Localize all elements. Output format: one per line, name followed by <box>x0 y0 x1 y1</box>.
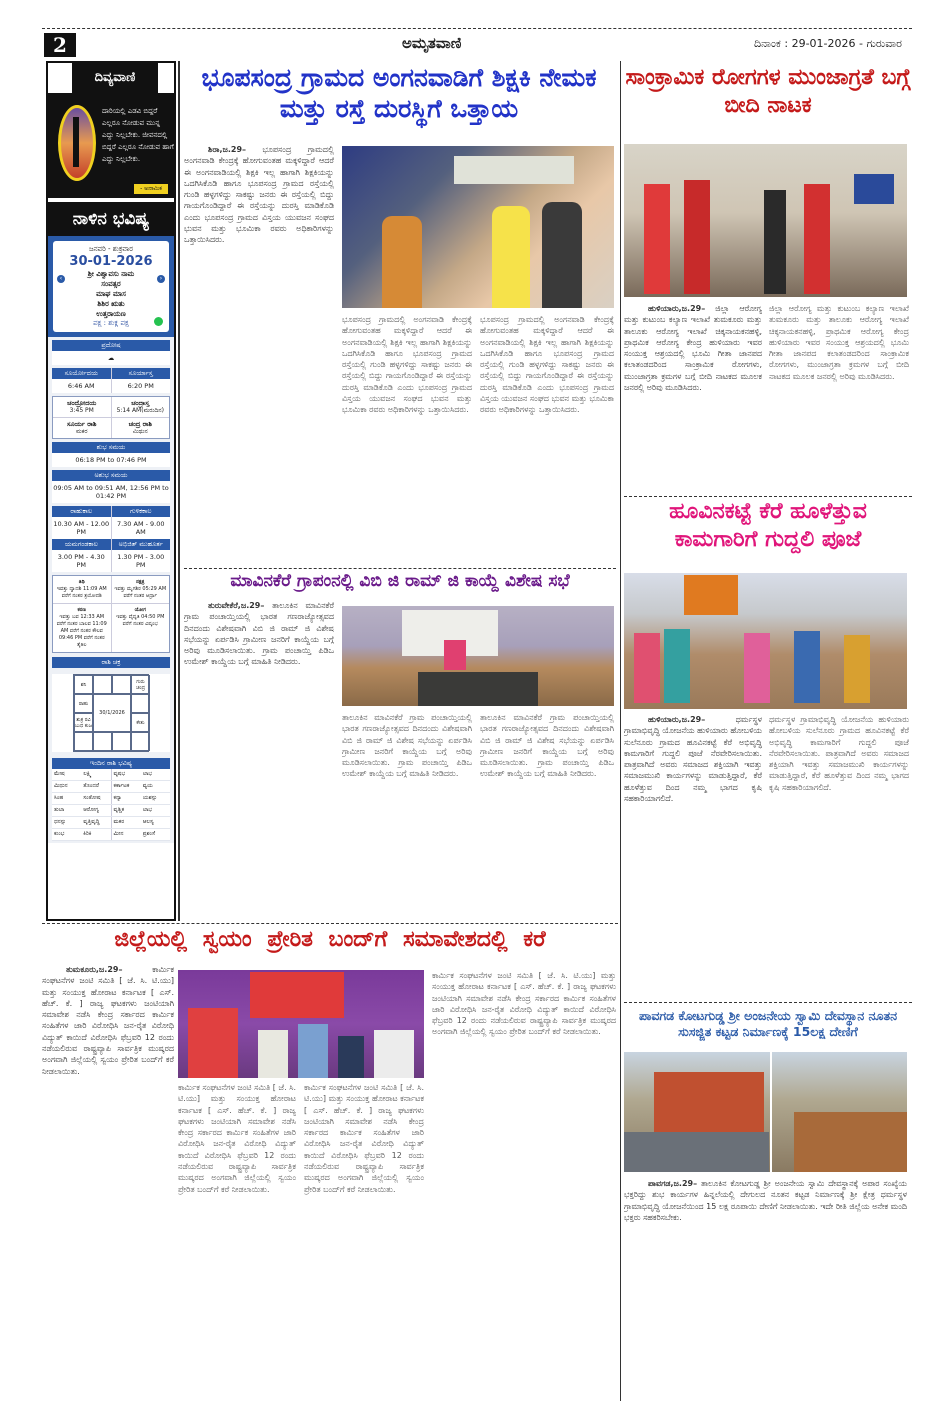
ashubha-samaya-value: 09:05 AM to 09:51 AM, 12:56 PM to 01:42 PM <box>52 481 170 503</box>
rashi-row: ಸಿಂಹ ಸಂತೋಷ ಕನ್ಯಾ ಯಶಸ್ಸು <box>52 793 170 805</box>
dateline: ತುಮಕೂರು,ಜ.29– <box>66 965 123 974</box>
article-body-temple: ಪಾವಗಡ,ಜ.29– ತಾಲೂಕಿನ ಕೋಟಗುಡ್ಡ ಶ್ರೀ ಅಂಜನೇಯ ಸ್ವಾಮಿ ದೇವಸ್ಥಾನಕ್ಕೆ ಅಪಾರ ಸಂಖ್ಯೆಯ ಭಕ್ತರಿದ್ದು ಶುಭ ಕಾರ್ಯಗಳ ಹಿನ್ನಲೆಯಲ್ಲಿ ದೇಗುಲದ ನೂತನ ಕಟ್ಟಡ ನಿರ್ಮಾಣಕ್ಕೆ ಶ್ರೀ ಕ್ಷೇತ್ರ ಧರ್ಮಸ್ಥಳ ಗ್ರಾಮಾಭಿವೃದ್ಧಿ ಯೋಜನೆಯಿಂದ 15 ಲಕ್ಷ ರೂಪಾಯಿ ದೇಣಿಗೆ ನೀಡಲಾಯಿತು. ಇದೇ ರೀತಿ ಜಿಲ್ಲೆಯ ಅನೇಕ ಮಂದಿ ಭಕ್ತರು ಸಹಕರಿಸಬೇಕು. <box>624 1179 907 1222</box>
panchayat-meeting-photo <box>342 606 614 706</box>
article-body-anganwadi-col2: ಭೂಪಸಂದ್ರ ಗ್ರಾಮದಲ್ಲಿ ಅಂಗನವಾಡಿ ಕೇಂದ್ರಕ್ಕೆ ಹೋಗುವಂತಹ ಮಕ್ಕಳಿದ್ದಾರೆ ಆದರೆ ಈ ಅಂಗನವಾಡಿಯಲ್ಲಿ ಶಿಕ್ಷಕಿ ಇಲ್ಲ ಹಾಗಾಗಿ ಶಿಕ್ಷಕಿಯನ್ನು ಒದಗಿಸಿಕೊಡಿ ಹಾಗೂ ಭೂಪಸಂದ್ರ ಗ್ರಾಮದ ರಸ್ತೆಯಲ್ಲಿ ಗುಂಡಿ ಹಳ್ಳಗಳಿದ್ದು ಸಾಕಷ್ಟು ಜನರು ಈ ರಸ್ತೆಯಲ್ಲಿ ಬಿದ್ದು ಗಾಯಗೊಂಡಿದ್ದಾರೆ ಈ ರಸ್ತೆಯನ್ನು ದುರಸ್ತಿ ಮಾಡಿಕೊಡಿ ಎಂದು ಭೂಪಸಂದ್ರ ಗ್ರಾಮದ ವಿಸ್ತಯ ಯುವಜನ ಸಂಘದ ಭುವನ ಮತ್ತು ಭೂಮಿಕಾ ರವರು ಅಧಿಕಾರಿಗಳನ್ನು ಒತ್ತಾಯಿಸಿದರು. <box>342 315 472 415</box>
temple-construction-photo <box>624 1052 907 1172</box>
almanac-panel <box>48 337 174 843</box>
shubha-samaya-value: 06:18 PM to 07:46 PM <box>52 453 170 467</box>
rashi-center-date: 30/1/2026 <box>93 694 131 732</box>
calendar-line: ಸಂವತ್ಸರ <box>101 280 121 288</box>
calendar-line: ಮಾಘ ಮಾಸ <box>96 290 126 298</box>
horoscope-title: ನಾಳಿನ ಭವಿಷ್ಯ <box>48 202 174 236</box>
rashi-chakra-label: ರಾಶಿ ಚಕ್ರ <box>52 657 170 668</box>
gulika-value: 7.30 AM - 9.00 AM <box>111 517 171 539</box>
yoga: ಯೋಗ ಇವತ್ತು ವೈಧೃತಿ 04:50 PM ವರೆಗೆ ನಂತರ ವಿಷ್ಕಂಭ <box>111 604 170 652</box>
daily-rashi-table <box>52 769 170 841</box>
calendar-date: 30-01-2026 <box>69 254 153 269</box>
yamaganda-label: ಯಮಗಂಡಕಾಲ <box>52 539 111 550</box>
rashi-row: ಮಿಥುನ ತೊಂದರೆ ಕರ್ಕಾಟಕ ವ್ಯಯ <box>52 781 170 793</box>
chevron-left-icon[interactable]: ‹ <box>57 275 65 283</box>
rashi-cell <box>74 732 93 751</box>
weather-icon: ☁ <box>52 351 170 365</box>
article-body-anganwadi-col3: ಭೂಪಸಂದ್ರ ಗ್ರಾಮದಲ್ಲಿ ಅಂಗನವಾಡಿ ಕೇಂದ್ರಕ್ಕೆ ಹೋಗುವಂತಹ ಮಕ್ಕಳಿದ್ದಾರೆ ಆದರೆ ಈ ಅಂಗನವಾಡಿಯಲ್ಲಿ ಶಿಕ್ಷಕಿ ಇಲ್ಲ ಹಾಗಾಗಿ ಶಿಕ್ಷಕಿಯನ್ನು ಒದಗಿಸಿಕೊಡಿ ಹಾಗೂ ಭೂಪಸಂದ್ರ ಗ್ರಾಮದ ರಸ್ತೆಯಲ್ಲಿ ಗುಂಡಿ ಹಳ್ಳಗಳಿದ್ದು ಸಾಕಷ್ಟು ಜನರು ಈ ರಸ್ತೆಯಲ್ಲಿ ಬಿದ್ದು ಗಾಯಗೊಂಡಿದ್ದಾರೆ ಈ ರಸ್ತೆಯನ್ನು ದುರಸ್ತಿ ಮಾಡಿಕೊಡಿ ಎಂದು ಭೂಪಸಂದ್ರ ಗ್ರಾಮದ ವಿಸ್ತಯ ಯುವಜನ ಸಂಘದ ಭುವನ ಮತ್ತು ಭೂಮಿಕಾ ರವರು ಅಧಿಕಾರಿಗಳನ್ನು ಒತ್ತಾಯಿಸಿದರು. <box>480 315 614 415</box>
rashi-cell: ರಾಹು <box>74 694 93 713</box>
calendar-line: ಉತ್ತರಾಯಣ <box>96 310 126 318</box>
rahukala-value: 10.30 AM - 12.00 PM <box>52 517 111 539</box>
ashubha-samaya-label: ಅಶುಭ ಸಮಯ <box>52 470 170 481</box>
rashi-cell: ಕೇತು <box>131 713 150 732</box>
moonset: ಚಂದ್ರಾಸ್ತ 5:14 AM(ಮರುದಿನ) <box>111 397 170 417</box>
chevron-right-icon[interactable]: › <box>157 275 165 283</box>
shubha-samaya-label: ಶುಭ ಸಮಯ <box>52 442 170 453</box>
rashi-chakra <box>73 674 149 752</box>
article-body-health-drama-col2: ಜಿಲ್ಲಾ ಆರೋಗ್ಯ ಮತ್ತು ಕುಟುಂಬ ಕಲ್ಯಾಣ ಇಲಾಖೆ ತುಮಕೂರು ಮತ್ತು ತಾಲೂಕು ಆರೋಗ್ಯ ಇಲಾಖೆ ಚಿಕ್ಕನಾಯಕನಹಳ್ಳಿ, ಪ್ರಾಥಮಿಕ ಆರೋಗ್ಯ ಕೇಂದ್ರ ಹುಳಿಯಾರು ಇವರ ಸಂಯುಕ್ತ ಆಶ್ರಯದಲ್ಲಿ ಭೂಮಿ ಗೀತಾ ಜಾನಪದ ಕಲಾತಂಡದರಿಂದ ಸಾಂಕ್ರಾಮಿಕ ರೋಗಗಳು, ಮುಂಜಾಗ್ರತಾ ಕ್ರಮಗಳ ಬಗ್ಗೆ ಬೀದಿ ನಾಟಕದ ಮೂಲಕ ಜನರಲ್ಲಿ ಅರಿವು ಮೂಡಿಸಿದರು. <box>769 304 909 381</box>
panchanga-grid <box>52 575 170 653</box>
rashi-cell <box>93 675 112 694</box>
yamaganda-value: 3.00 PM - 4.30 PM <box>52 550 111 572</box>
rashi-row: ಕುಂಭ ಕಿರಿಕಿ ಮೀನ ಪ್ರಶಂಸೆ <box>52 829 170 841</box>
rashi-cell: ಗುರು ಚಂದ್ರ <box>131 675 150 694</box>
headline-health-drama: ಸಾಂಕ್ರಾಮಿಕ ರೋಗಗಳ ಮುಂಜಾಗ್ರತೆ ಬಗ್ಗೆ ಬೀದಿ ನಾಟಕ <box>625 65 911 118</box>
rashi-cell <box>93 732 112 751</box>
section-divider <box>184 568 616 569</box>
divyavani-quote: ದಾರಿಯಲ್ಲಿ ಎಡವಿ ಬಿದ್ದರೆ ಎಲ್ಲರೂ ನೋಡುವ ಮುನ್ನ ಎದ್ದು ನಿಲ್ಲಬೇಕು. ಜೀವನದಲ್ಲಿ ಬಿದ್ದರೆ ಎಲ್ಲರೂ ನೋಡುವ ಹಾಗೆ ಎದ್ದು ನಿಲ್ಲಬೇಕು. <box>102 107 174 163</box>
newspaper-page <box>42 28 912 1400</box>
nakshatra: ನಕ್ಷತ್ರ ಇವತ್ತು ಮೃಗಶಿರ 05:29 AM ವರೆಗೆ ನಂತರ ಆರ್ದ್ರಾ <box>111 576 170 603</box>
sunset-time: 6:20 PM <box>111 379 171 393</box>
article-body-lake-pooja: ಹುಳಿಯಾರು,ಜ.29– ಧರ್ಮಸ್ಥಳ ಗ್ರಾಮಾಭಿವೃದ್ಧಿ ಯೋಜನೆಯ ಹುಳಿಯಾರು ಹೋಬಳಿಯ ಸುಲೆನೂರು ಗ್ರಾಮದ ಹೂವಿನಕಟ್ಟೆ ಕೆರೆ ಅಭಿವೃದ್ಧಿ ಕಾಮಗಾರಿಗೆ ಗುದ್ದಲಿ ಪೂಜೆ ನೆರವೇರಿಸಲಾಯಿತು. ಪಾತ್ರವಾಗಿದೆ ಅವರು ಸಮಾಜದ ಶಕ್ತಿಯಾಗಿ ಇವತ್ತು ಸಮಾಜಮುಖಿ ಕಾರ್ಯಗಳನ್ನು ಮಾಡುತ್ತಿದ್ದಾರೆ, ಕೆರೆ ಹೂಳೆತ್ತುವ ದಿಂದ ನಮ್ಮ ಭಾಗದ ಕೃಷಿ ಸಹಕಾರಿಯಾಗಲಿದೆ. <box>624 715 762 804</box>
section-divider <box>624 1002 912 1003</box>
article-body-anganwadi: ಶಿರಾ,ಜ.29– ಭೂಪಸಂದ್ರ ಗ್ರಾಮದಲ್ಲಿ ಅಂಗನವಾಡಿ ಕೇಂದ್ರಕ್ಕೆ ಹೋಗುವಂತಹ ಮಕ್ಕಳಿದ್ದಾರೆ ಆದರೆ ಈ ಅಂಗನವಾಡಿಯಲ್ಲಿ ಶಿಕ್ಷಕಿ ಇಲ್ಲ ಹಾಗಾಗಿ ಶಿಕ್ಷಕಿಯನ್ನು ಒದಗಿಸಿಕೊಡಿ ಹಾಗೂ ಭೂಪಸಂದ್ರ ಗ್ರಾಮದ ರಸ್ತೆಯಲ್ಲಿ ಗುಂಡಿ ಹಳ್ಳಗಳಿದ್ದು ಸಾಕಷ್ಟು ಜನರು ಈ ರಸ್ತೆಯಲ್ಲಿ ಬಿದ್ದು ಗಾಯಗೊಂಡಿದ್ದಾರೆ ಈ ರಸ್ತೆಯನ್ನು ದುರಸ್ತಿ ಮಾಡಿಕೊಡಿ ಎಂದು ಭೂಪಸಂದ್ರ ಗ್ರಾಮದ ವಿಸ್ತಯ ಯುವಜನ ಸಂಘದ ಭುವನ ಮತ್ತು ಭೂಮಿಕಾ ರವರು ಅಧಿಕಾರಿಗಳನ್ನು ಒತ್ತಾಯಿಸಿದರು. <box>184 145 334 245</box>
rashi-row: ಧನಸ್ಸು ವೃತ್ತಿವೃದ್ಧಿ ಮಕರ ಆಲಸ್ಯ <box>52 817 170 829</box>
article-body-gram-sabha-col3: ತಾಲೂಕಿನ ಮಾವಿನಕೆರೆ ಗ್ರಾಮ ಪಂಚಾಯ್ತಿಯಲ್ಲಿ ಭಾರತ ಗಣರಾಜ್ಯೋತ್ಸವದ ದಿನದಂದು ವಿಶೇಷವಾಗಿ ವಿಬಿ ಜಿ ರಾಮ್ ಜಿ ವಿಶೇಷ ಸಭೆಯನ್ನು ಏರ್ಪಡಿಸಿ ಗ್ರಾಮೀಣ ಜನರಿಗೆ ಕಾಯ್ದೆಯ ಬಗ್ಗೆ ಅರಿವು ಮೂಡಿಸಲಾಯಿತು. ಗ್ರಾಮ ಪಂಚಾಯ್ತಿ ಪಿಡಿಒ ಉಮೇಶ್ ಕಾಯ್ದೆಯ ಬಗ್ಗೆ ಮಾಹಿತಿ ನೀಡಿದರು. <box>480 713 614 779</box>
whatsapp-icon[interactable] <box>154 317 163 326</box>
rashi-cell <box>131 694 150 713</box>
column-divider <box>620 61 621 1401</box>
daily-rashi-label: ಇಂದಿನ ರಾಶಿ ಭವಿಷ್ಯ <box>52 758 170 769</box>
calendar-line: ಶಿಶಿರ ಋತು <box>97 300 125 308</box>
person-silhouette-icon <box>73 117 79 167</box>
sunrise-label: ಸೂರ್ಯೋದಯ <box>52 368 111 379</box>
divyavani-attribution: - ಅನಾಮಿಕ <box>134 184 168 194</box>
abhijit-label: ಅಭಿಜಿತ್ ಮುಹೂರ್ತ <box>111 539 171 550</box>
sunrise-time: 6:46 AM <box>52 379 111 393</box>
article-body-lake-pooja-col2: ಧರ್ಮಸ್ಥಳ ಗ್ರಾಮಾಭಿವೃದ್ಧಿ ಯೋಜನೆಯ ಹುಳಿಯಾರು ಹೋಬಳಿಯ ಸುಲೆನೂರು ಗ್ರಾಮದ ಹೂವಿನಕಟ್ಟೆ ಕೆರೆ ಅಭಿವೃದ್ಧಿ ಕಾಮಗಾರಿಗೆ ಗುದ್ದಲಿ ಪೂಜೆ ನೆರವೇರಿಸಲಾಯಿತು. ಪಾತ್ರವಾಗಿದೆ ಅವರು ಸಮಾಜದ ಶಕ್ತಿಯಾಗಿ ಇವತ್ತು ಸಮಾಜಮುಖಿ ಕಾರ್ಯಗಳನ್ನು ಮಾಡುತ್ತಿದ್ದಾರೆ, ಕೆರೆ ಹೂಳೆತ್ತುವ ದಿಂದ ನಮ್ಮ ಭಾಗದ ಕೃಷಿ ಸಹಕಾರಿಯಾಗಲಿದೆ. <box>769 715 909 792</box>
headline-lake-pooja: ಹೂವಿನಕಟ್ಟೆ ಕೆರೆ ಹೂಳೆತ್ತುವ ಕಾಮಗಾರಿಗೆ ಗುದ್ದಲಿ ಪೂಜೆ <box>669 499 867 552</box>
section-divider <box>624 496 912 497</box>
page-header <box>42 28 912 56</box>
article-body-gram-sabha-col2: ತಾಲೂಕಿನ ಮಾವಿನಕೆರೆ ಗ್ರಾಮ ಪಂಚಾಯ್ತಿಯಲ್ಲಿ ಭಾರತ ಗಣರಾಜ್ಯೋತ್ಸವದ ದಿನದಂದು ವಿಶೇಷವಾಗಿ ವಿಬಿ ಜಿ ರಾಮ್ ಜಿ ವಿಶೇಷ ಸಭೆಯನ್ನು ಏರ್ಪಡಿಸಿ ಗ್ರಾಮೀಣ ಜನರಿಗೆ ಕಾಯ್ದೆಯ ಬಗ್ಗೆ ಅರಿವು ಮೂಡಿಸಲಾಯಿತು. ಗ್ರಾಮ ಪಂಚಾಯ್ತಿ ಪಿಡಿಒ ಉಮೇಶ್ ಕಾಯ್ದೆಯ ಬಗ್ಗೆ ಮಾಹಿತಿ ನೀಡಿದರು. <box>342 713 472 779</box>
sun-sign: ಸೂರ್ಯ ರಾಶಿ ಮಕರ <box>67 420 97 435</box>
section-divider <box>42 923 618 924</box>
masthead: ಅಮೃತವಾಣಿ <box>402 34 462 52</box>
dateline: ಪಾವಗಡ,ಜ.29– <box>648 1179 698 1188</box>
sun-header-row <box>52 368 170 379</box>
headline-anganwadi: ಭೂಪಸಂದ್ರ ಗ್ರಾಮದ ಅಂಗನವಾಡಿಗೆ ಶಿಕ್ಷಕಿ ನೇಮಕ ಮತ್ತು ರಸ್ತೆ ದುರಸ್ಥಿಗೆ ಒತ್ತಾಯ <box>201 63 597 124</box>
horoscope-sidebar <box>46 61 176 921</box>
column-divider <box>178 61 180 921</box>
calendar-paksha: ಪಕ್ಷ : ಶುಕ್ಲ ಪಕ್ಷ <box>93 319 129 327</box>
moonrise: ಚಂದ್ರೋದಯ 3:45 PM <box>67 399 97 414</box>
rahukala-label: ರಾಹುಕಾಲ <box>52 506 111 517</box>
headline-temple: ಪಾವಗಡ ಕೋಟಗುಡ್ಡ ಶ್ರೀ ಅಂಜನೇಯ ಸ್ವಾಮಿ ದೇವಸ್ಥಾನ ನೂತನ ಸುಸಜ್ಜಿತ ಕಟ್ಟಡ ನಿರ್ಮಾಣಕ್ಕೆ 15ಲಕ್ಷ ದೇಣಿಗೆ <box>638 1008 898 1039</box>
weather-header: ಪ್ರದೋಷ <box>52 340 170 351</box>
sun-value-row <box>52 379 170 393</box>
headline-bandh: ಜಿಲ್ಲೆಯಲ್ಲಿ ಸ್ವಯಂ ಪ್ರೇರಿತ ಬಂದ್‌ಗೆ ಸಮಾವೇಶದಲ್ಲಿ ಕರೆ <box>114 927 546 952</box>
article-body-bandh: ತುಮಕೂರು,ಜ.29– ಕಾರ್ಮಿಕ ಸಂಘಟನೆಗಳ ಜಂಟಿ ಸಮಿತಿ [ ಜೆ. ಸಿ. ಟಿ.ಯು] ಮತ್ತು ಸಂಯುಕ್ತ ಹೋರಾಟ ಕರ್ನಾಟಕ [ ಎಸ್. ಹೆಚ್. ಕೆ. ] ರಾಜ್ಯ ಘಟಕಗಳು ಜಂಟಿಯಾಗಿ ಸಮಾವೇಶ ನಡೆಸಿ ಕೇಂದ್ರ ಸರ್ಕಾರದ ಕಾರ್ಮಿಕ ಸಂಹಿತೆಗಳ ಜಾರಿ ವಿರೋಧಿಸಿ ಜನ-ರೈತ ವಿರೋಧಿ ವಿದ್ಯುತ್ ಕಾಯಿದೆ ವಿರೋಧಿಸಿ ಫೆಬ್ರವರಿ 12 ರಂದು ನಡೆಯಲಿರುವ ರಾಷ್ಟ್ರವ್ಯಾಪಿ ಸಾರ್ವತ್ರಿಕ ಮುಷ್ಕರದ ಅಂಗವಾಗಿ ಜಿಲ್ಲೆಯಲ್ಲಿ ಸ್ವಯಂ ಪ್ರೇರಿತ ಬಂದ್‌ಗೆ ಕರೆ ನೀಡಲಾಯಿತು. <box>42 965 174 1076</box>
rashi-cell <box>112 732 131 751</box>
calendar-month-day: ಜನವರಿ - ಶುಕ್ರವಾರ <box>89 245 133 253</box>
calendar-widget <box>48 236 174 337</box>
dateline: ಶಿರಾ,ಜ.29– <box>208 145 247 154</box>
article-body-gram-sabha: ತುರುವೇಕೆರೆ,ಜ.29– ತಾಲೂಕಿನ ಮಾವಿನಕೆರೆ ಗ್ರಾಮ ಪಂಚಾಯ್ತಿಯಲ್ಲಿ ಭಾರತ ಗಣರಾಜ್ಯೋತ್ಸವದ ದಿನದಂದು ವಿಶೇಷವಾಗಿ ವಿಬಿ ಜಿ ರಾಮ್ ಜಿ ವಿಶೇಷ ಸಭೆಯನ್ನು ಏರ್ಪಡಿಸಿ ಗ್ರಾಮೀಣ ಜನರಿಗೆ ಕಾಯ್ದೆಯ ಬಗ್ಗೆ ಅರಿವು ಮೂಡಿಸಲಾಯಿತು. ಗ್ರಾಮ ಪಂಚಾಯ್ತಿ ಪಿಡಿಒ ಉಮೇಶ್ ಕಾಯ್ದೆಯ ಬಗ್ಗೆ ಮಾಹಿತಿ ನೀಡಿದರು. <box>184 601 334 667</box>
divyavani-quote-box <box>48 93 174 198</box>
gulika-label: ಗುಳಿಕಕಾಲ <box>111 506 171 517</box>
rashi-row: ಮೇಷ ಲಕ್ಷ್ಮಿ ವೃಷಭ ಲಾಭ <box>52 769 170 781</box>
calendar-card <box>53 241 169 332</box>
issue-date: ದಿನಾಂಕ : 29-01-2026 - ಗುರುವಾರ <box>753 37 902 50</box>
street-play-photo <box>624 144 907 297</box>
rashi-cell: ಶುಕ್ರ ರವಿ ಬುಧ ಕುಜ <box>74 713 93 732</box>
calendar-line: ಶ್ರೀ ವಿಶ್ವಾವಸು ನಾಮ <box>87 270 135 278</box>
rashi-row: ತುಲಾ ಆರೋಗ್ಯ ವೃಶ್ಚಿಕ ಲಾಭ <box>52 805 170 817</box>
article-body-health-drama: ಹುಳಿಯಾರು,ಜ.29– ಜಿಲ್ಲಾ ಆರೋಗ್ಯ ಮತ್ತು ಕುಟುಂಬ ಕಲ್ಯಾಣ ಇಲಾಖೆ ತುಮಕೂರು ಮತ್ತು ತಾಲೂಕು ಆರೋಗ್ಯ ಇಲಾಖೆ ಚಿಕ್ಕನಾಯಕನಹಳ್ಳಿ, ಪ್ರಾಥಮಿಕ ಆರೋಗ್ಯ ಕೇಂದ್ರ ಹುಳಿಯಾರು ಇವರ ಸಂಯುಕ್ತ ಆಶ್ರಯದಲ್ಲಿ ಭೂಮಿ ಗೀತಾ ಜಾನಪದ ಕಲಾತಂಡದರಿಂದ ಸಾಂಕ್ರಾಮಿಕ ರೋಗಗಳು, ಮುಂಜಾಗ್ರತಾ ಕ್ರಮಗಳ ಬಗ್ಗೆ ಬೀದಿ ನಾಟಕದ ಮೂಲಕ ಜನರಲ್ಲಿ ಅರಿವು ಮೂಡಿಸಿದರು. <box>624 304 762 393</box>
moon-grid <box>52 396 170 439</box>
tithi: ತಿಥಿ ಇವತ್ತು ದ್ವಾದಶಿ 11:09 AM ವರೆಗೆ ನಂತರ ತ್ರಯೋದಶಿ <box>56 579 107 599</box>
meeting-photo <box>342 146 614 308</box>
dateline: ಹುಳಿಯಾರು,ಜ.29– <box>648 304 706 313</box>
abhijit-value: 1.30 PM - 3.00 PM <box>111 550 171 572</box>
article-body-bandh-col2: ಕಾರ್ಮಿಕ ಸಂಘಟನೆಗಳ ಜಂಟಿ ಸಮಿತಿ [ ಜೆ. ಸಿ. ಟಿ.ಯು] ಮತ್ತು ಸಂಯುಕ್ತ ಹೋರಾಟ ಕರ್ನಾಟಕ [ ಎಸ್. ಹೆಚ್. ಕೆ. ] ರಾಜ್ಯ ಘಟಕಗಳು ಜಂಟಿಯಾಗಿ ಸಮಾವೇಶ ನಡೆಸಿ ಕೇಂದ್ರ ಸರ್ಕಾರದ ಕಾರ್ಮಿಕ ಸಂಹಿತೆಗಳ ಜಾರಿ ವಿರೋಧಿಸಿ ಜನ-ರೈತ ವಿರೋಧಿ ವಿದ್ಯುತ್ ಕಾಯಿದೆ ವಿರೋಧಿಸಿ ಫೆಬ್ರವರಿ 12 ರಂದು ನಡೆಯಲಿರುವ ರಾಷ್ಟ್ರವ್ಯಾಪಿ ಸಾರ್ವತ್ರಿಕ ಮುಷ್ಕರದ ಅಂಗವಾಗಿ ಜಿಲ್ಲೆಯಲ್ಲಿ ಸ್ವಯಂ ಪ್ರೇರಿತ ಬಂದ್‌ಗೆ ಕರೆ ನೀಡಲಾಯಿತು. <box>178 1083 296 1194</box>
headline-gram-sabha: ಮಾವಿನಕೆರೆ ಗ್ರಾಪಂನಲ್ಲಿ ವಿಬಿ ಜಿ ರಾಮ್ ಜಿ ಕಾಯ್ದೆ ವಿಶೇಷ ಸಭೆ <box>230 571 570 591</box>
rashi-cell: ಶನಿ <box>74 675 93 694</box>
moon-sign: ಚಂದ್ರ ರಾಶಿ ಮಿಥುನ <box>111 418 170 438</box>
karana: ಕರಣ ಇವತ್ತು ಬವ 12:33 AM ವರೆಗೆ ನಂತರ ಬಾಲವ 11:09 AM ವರೆಗೆ ನಂತರ ಕೌಲವ 09:46 PM ವರೆಗೆ ನಂತರ ತೈತಿಲ <box>56 607 107 648</box>
excavator-crowd-photo <box>624 573 907 709</box>
dateline: ತುರುವೇಕೆರೆ,ಜ.29– <box>208 601 265 610</box>
page-number: 2 <box>44 33 76 57</box>
rashi-cell <box>112 675 131 694</box>
sunset-label: ಸೂರ್ಯಾಸ್ತ <box>111 368 171 379</box>
article-body-bandh-col4: ಕಾರ್ಮಿಕ ಸಂಘಟನೆಗಳ ಜಂಟಿ ಸಮಿತಿ [ ಜೆ. ಸಿ. ಟಿ.ಯು] ಮತ್ತು ಸಂಯುಕ್ತ ಹೋರಾಟ ಕರ್ನಾಟಕ [ ಎಸ್. ಹೆಚ್. ಕೆ. ] ರಾಜ್ಯ ಘಟಕಗಳು ಜಂಟಿಯಾಗಿ ಸಮಾವೇಶ ನಡೆಸಿ ಕೇಂದ್ರ ಸರ್ಕಾರದ ಕಾರ್ಮಿಕ ಸಂಹಿತೆಗಳ ಜಾರಿ ವಿರೋಧಿಸಿ ಜನ-ರೈತ ವಿರೋಧಿ ವಿದ್ಯುತ್ ಕಾಯಿದೆ ವಿರೋಧಿಸಿ ಫೆಬ್ರವರಿ 12 ರಂದು ನಡೆಯಲಿರುವ ರಾಷ್ಟ್ರವ್ಯಾಪಿ ಸಾರ್ವತ್ರಿಕ ಮುಷ್ಕರದ ಅಂಗವಾಗಿ ಜಿಲ್ಲೆಯಲ್ಲಿ ಸ್ವಯಂ ಪ್ರೇರಿತ ಬಂದ್‌ಗೆ ಕರೆ ನೀಡಲಾಯಿತು. <box>432 971 616 1037</box>
divyavani-title: ದಿವ್ಯವಾಣಿ <box>72 63 158 93</box>
dateline: ಹುಳಿಯಾರು,ಜ.29– <box>648 715 706 724</box>
convention-stage-photo <box>178 970 424 1078</box>
article-body-bandh-col3: ಕಾರ್ಮಿಕ ಸಂಘಟನೆಗಳ ಜಂಟಿ ಸಮಿತಿ [ ಜೆ. ಸಿ. ಟಿ.ಯು] ಮತ್ತು ಸಂಯುಕ್ತ ಹೋರಾಟ ಕರ್ನಾಟಕ [ ಎಸ್. ಹೆಚ್. ಕೆ. ] ರಾಜ್ಯ ಘಟಕಗಳು ಜಂಟಿಯಾಗಿ ಸಮಾವೇಶ ನಡೆಸಿ ಕೇಂದ್ರ ಸರ್ಕಾರದ ಕಾರ್ಮಿಕ ಸಂಹಿತೆಗಳ ಜಾರಿ ವಿರೋಧಿಸಿ ಜನ-ರೈತ ವಿರೋಧಿ ವಿದ್ಯುತ್ ಕಾಯಿದೆ ವಿರೋಧಿಸಿ ಫೆಬ್ರವರಿ 12 ರಂದು ನಡೆಯಲಿರುವ ರಾಷ್ಟ್ರವ್ಯಾಪಿ ಸಾರ್ವತ್ರಿಕ ಮುಷ್ಕರದ ಅಂಗವಾಗಿ ಜಿಲ್ಲೆಯಲ್ಲಿ ಸ್ವಯಂ ಪ್ರೇರಿತ ಬಂದ್‌ಗೆ ಕರೆ ನೀಡಲಾಯಿತು. <box>304 1083 424 1194</box>
rashi-cell <box>131 732 150 751</box>
